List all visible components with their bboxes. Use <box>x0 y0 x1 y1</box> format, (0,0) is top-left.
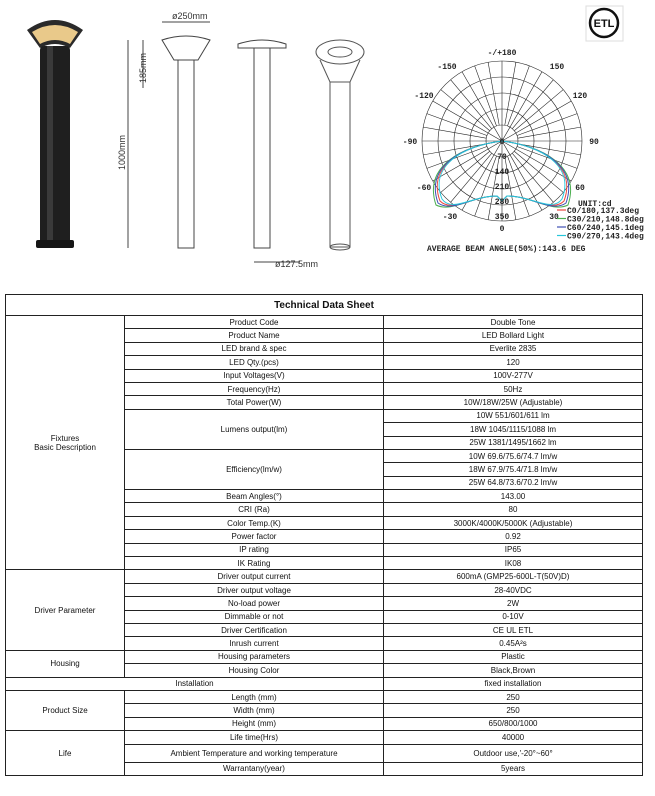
polar-spoke <box>505 62 516 125</box>
table-row <box>6 316 643 329</box>
spec-label: IK Rating <box>125 557 384 570</box>
polar-radial-label: 350 <box>494 213 510 222</box>
spec-label: Housing Color <box>125 664 384 677</box>
polar-angle-label: 60 <box>575 184 585 193</box>
polar-radial-label: 70 <box>497 153 507 162</box>
spec-value: 5years <box>384 762 643 775</box>
table-row <box>6 677 643 690</box>
spec-label: Width (mm) <box>125 704 384 717</box>
spec-value: Black,Brown <box>384 664 643 677</box>
spec-label: Inrush current <box>125 637 384 650</box>
polar-angle-label: -150 <box>437 63 457 72</box>
table-title: Technical Data Sheet <box>6 295 643 316</box>
spec-label: Driver output current <box>125 570 384 583</box>
spec-value: IK08 <box>384 557 643 570</box>
spec-label: CRI (Ra) <box>125 503 384 516</box>
product-photo <box>27 20 83 248</box>
polar-radial-label: 210 <box>494 183 510 192</box>
polar-spoke <box>423 144 486 155</box>
polar-spoke <box>427 146 487 168</box>
polar-spoke <box>517 114 577 136</box>
spec-label: LED Qty.(pcs) <box>125 356 384 369</box>
spec-value: CE UL ETL <box>384 623 643 636</box>
dim-top-diameter: ø250mm <box>172 11 208 21</box>
spec-value: LED Bollard Light <box>384 329 643 342</box>
spec-value: 143.00 <box>384 490 643 503</box>
polar-angle-label: -60 <box>416 184 432 193</box>
dim-head-height: 185mm <box>138 52 148 83</box>
spec-label: Ambient Temperature and working temperature <box>125 744 384 762</box>
legend-label: C0/180,137.3deg <box>567 207 640 216</box>
polar-angle-label: -90 <box>402 138 418 147</box>
polar-spoke <box>507 156 529 216</box>
legend-label: C60/240,145.1deg <box>567 224 644 233</box>
spec-value: 18W 67.9/75.4/71.8 lm/w <box>384 463 643 476</box>
polar-spoke <box>488 62 499 125</box>
table-row <box>6 731 643 744</box>
spec-label: Dimmable or not <box>125 610 384 623</box>
spec-value: 0-10V <box>384 610 643 623</box>
polar-spoke <box>518 144 581 155</box>
spec-label: LED brand & spec <box>125 342 384 355</box>
legend-label: C90/270,143.4deg <box>567 232 644 242</box>
spec-value: 120 <box>384 356 643 369</box>
spec-label: Efficiency(lm/w) <box>125 449 384 489</box>
spec-label: Total Power(W) <box>125 396 384 409</box>
etl-logo <box>586 6 623 41</box>
polar-unit: UNIT:cd <box>578 200 612 209</box>
polar-angle-label: 150 <box>549 63 565 72</box>
polar-angle-label: -30 <box>442 213 458 222</box>
spec-value: 28-40VDC <box>384 583 643 596</box>
spec-value: Everlite 2835 <box>384 342 643 355</box>
spec-value: 0.45A²s <box>384 637 643 650</box>
polar-spoke <box>518 127 581 138</box>
polar-angle-label: -120 <box>414 92 434 101</box>
spec-value: 250 <box>384 690 643 703</box>
spec-value: 600mA (GMP25-600L-T(50V)D) <box>384 570 643 583</box>
spec-value: 80 <box>384 503 643 516</box>
dimension-drawing-3d <box>316 40 364 250</box>
polar-light-distribution <box>403 49 644 254</box>
legend-label: C30/210,148.8deg <box>567 215 644 225</box>
spec-value: fixed installation <box>384 677 643 690</box>
group-life: Life <box>6 731 125 776</box>
dimension-drawing-side <box>238 40 300 262</box>
spec-label: Product Name <box>125 329 384 342</box>
polar-angle-label: 90 <box>589 138 599 147</box>
spec-value: 3000K/4000K/5000K (Adjustable) <box>384 516 643 529</box>
spec-value: 0.92 <box>384 530 643 543</box>
polar-spoke <box>427 114 487 136</box>
polar-radial-label: 0 <box>499 138 505 147</box>
spec-label: No-load power <box>125 597 384 610</box>
spec-value: 50Hz <box>384 382 643 395</box>
spec-label: Frequency(Hz) <box>125 382 384 395</box>
spec-value: 25W 1381/1495/1662 lm <box>384 436 643 449</box>
spec-label: Installation <box>6 677 384 690</box>
polar-spoke <box>517 146 577 168</box>
spec-label: Driver Certification <box>125 623 384 636</box>
spec-value: 2W <box>384 597 643 610</box>
spec-label: Driver output voltage <box>125 583 384 596</box>
spec-label: Warrantany(year) <box>125 762 384 775</box>
spec-label: Housing parameters <box>125 650 384 663</box>
polar-spoke <box>507 66 529 126</box>
spec-value: 650/800/1000 <box>384 717 643 730</box>
spec-value: 10W 69.6/75.6/74.7 lm/w <box>384 449 643 462</box>
spec-label: Life time(Hrs) <box>125 731 384 744</box>
dim-base-diameter: ø127.5mm <box>275 259 319 269</box>
spec-value: Plastic <box>384 650 643 663</box>
polar-spoke <box>475 156 497 216</box>
polar-angle-label: -/+180 <box>487 49 517 58</box>
spec-label: Color Temp.(K) <box>125 516 384 529</box>
polar-spoke <box>423 127 486 138</box>
dim-total-height: 1000mm <box>117 134 127 170</box>
spec-label: Beam Angles(°) <box>125 490 384 503</box>
group-driver: Driver Parameter <box>6 570 125 650</box>
polar-angle-label: 30 <box>549 213 559 222</box>
table-row <box>6 570 643 583</box>
spec-label: Lumens output(lm) <box>125 409 384 449</box>
spec-label: Length (mm) <box>125 690 384 703</box>
product-drawings <box>0 0 655 285</box>
polar-average-beam-angle: AVERAGE BEAM ANGLE(50%):143.6 DEG <box>427 245 586 254</box>
group-fixtures: Fixtures Basic Description <box>6 316 125 570</box>
technical-data-table <box>5 294 643 776</box>
spec-label: IP rating <box>125 543 384 556</box>
svg-text:ETL: ETL <box>593 18 615 30</box>
spec-value: 10W 551/601/611 lm <box>384 409 643 422</box>
polar-radial-label: 140 <box>494 168 510 177</box>
spec-value: 40000 <box>384 731 643 744</box>
spec-value: Outdoor use,'-20°~60° <box>384 744 643 762</box>
group-housing: Housing <box>6 650 125 677</box>
spec-value: 25W 64.8/73.6/70.2 lm/w <box>384 476 643 489</box>
spec-value: 18W 1045/1115/1088 lm <box>384 423 643 436</box>
spec-label: Power factor <box>125 530 384 543</box>
spec-value: 100V-277V <box>384 369 643 382</box>
group-size: Product Size <box>6 690 125 730</box>
polar-spoke <box>475 66 497 126</box>
polar-angle-label: 120 <box>572 92 588 101</box>
spec-label: Input Voltages(V) <box>125 369 384 382</box>
spec-value: 250 <box>384 704 643 717</box>
polar-radial-label: 280 <box>494 198 510 207</box>
spec-value: Double Tone <box>384 316 643 329</box>
table-row <box>6 650 643 663</box>
table-row <box>6 690 643 703</box>
polar-angle-label: 0 <box>499 225 505 234</box>
spec-value: IP65 <box>384 543 643 556</box>
spec-label: Height (mm) <box>125 717 384 730</box>
spec-value: 10W/18W/25W (Adjustable) <box>384 396 643 409</box>
spec-label: Product Code <box>125 316 384 329</box>
